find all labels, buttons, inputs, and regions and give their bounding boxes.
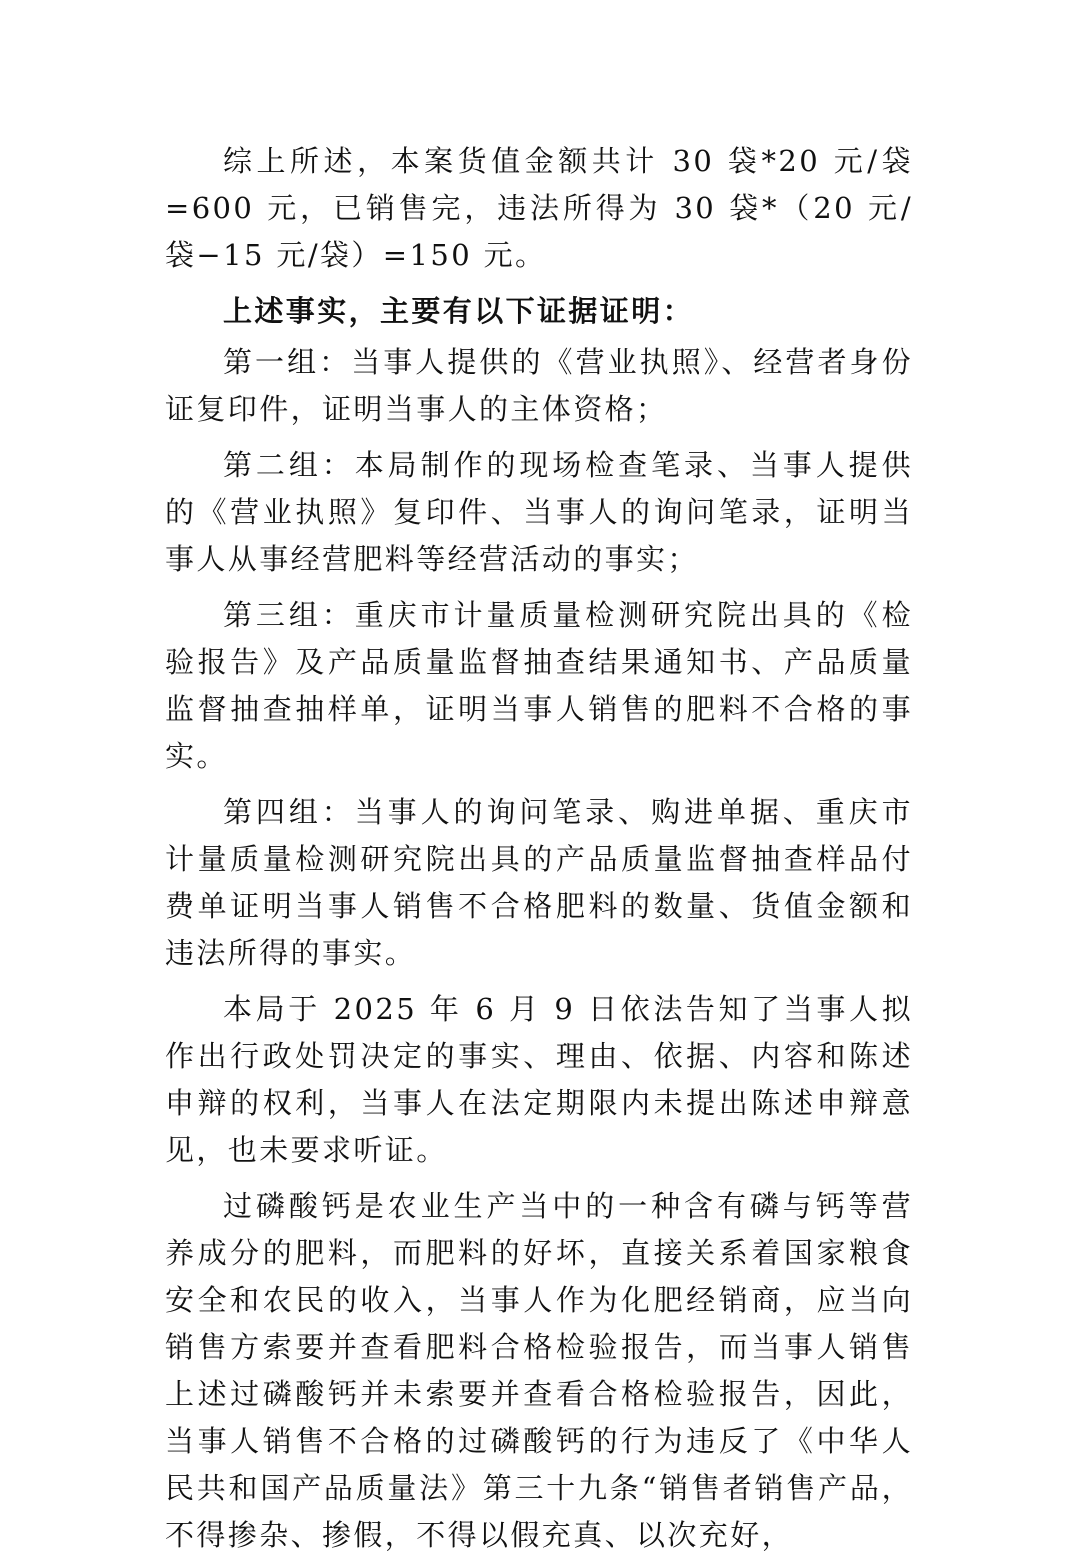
paragraph-evidence-group-3: 第三组：重庆市计量质量检测研究院出具的《检验报告》及产品质量监督抽查结果通知书、产品质量监督抽查抽样单，证明当事人销售的肥料不合格的事实。 bbox=[165, 598, 913, 773]
paragraph-analysis: 过磷酸钙是农业生产当中的一种含有磷与钙等营养成分的肥料，而肥料的好坏，直接关系着国家粮食安全和农民的收入，当事人作为化肥经销商，应当向销售方索要并查看肥料合格检验报告，而当事人销售上述过磷酸钙并未索要并查看合格检验报告，因此，当事人销售不合格的过磷酸钙的行为违反了《中华人民共和国产品质量法》第三十九条“销售者销售产品，不得掺杂、掺假，不得以假充真、以次充好， bbox=[165, 1189, 913, 1552]
paragraph-evidence-group-4: 第四组：当事人的询问笔录、购进单据、重庆市计量质量检测研究院出具的产品质量监督抽查样品付费单证明当事人销售不合格肥料的数量、货值金额和违法所得的事实。 bbox=[165, 795, 913, 970]
paragraph-evidence-group-1: 第一组：当事人提供的《营业执照》、经营者身份证复印件，证明当事人的主体资格； bbox=[165, 345, 913, 426]
evidence-heading: 上述事实，主要有以下证据证明： bbox=[223, 294, 695, 328]
document-body bbox=[165, 138, 913, 1568]
paragraph-summary: 综上所述，本案货值金额共计 30 袋*20 元/袋=600 元，已销售完，违法所得为 30 袋*（20 元/袋−15 元/袋）=150 元。 bbox=[165, 144, 913, 272]
paragraph-evidence-group-2: 第二组：本局制作的现场检查笔录、当事人提供的《营业执照》复印件、当事人的询问笔录，证明当事人从事经营肥料等经营活动的事实； bbox=[165, 448, 913, 576]
paragraph-notice: 本局于 2025 年 6 月 9 日依法告知了当事人拟作出行政处罚决定的事实、理由、依据、内容和陈述申辩的权利，当事人在法定期限内未提出陈述申辩意见，也未要求听证。 bbox=[165, 992, 913, 1167]
